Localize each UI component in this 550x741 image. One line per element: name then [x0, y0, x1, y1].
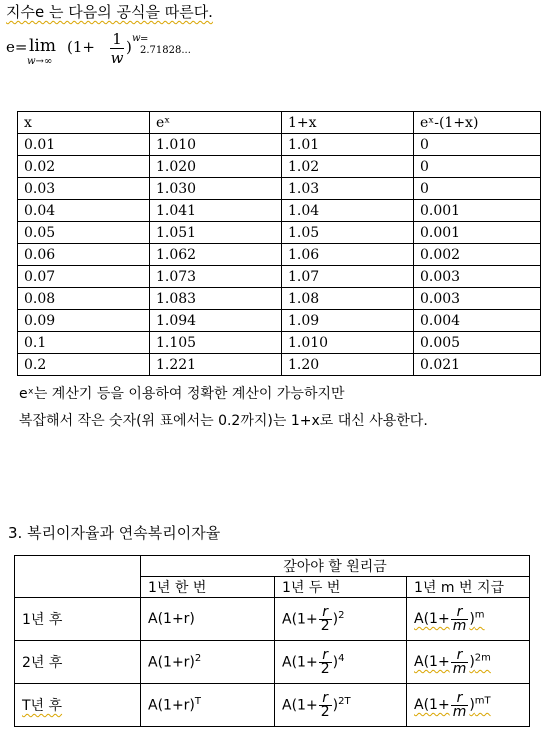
table-cell: 0.2: [18, 354, 150, 376]
fraction-denominator: 2: [320, 703, 330, 720]
row-label: 2년 후: [15, 641, 141, 684]
table-cell: 0.1: [18, 332, 150, 354]
fraction-denominator: 2: [320, 617, 330, 634]
table-cell: 1.010: [282, 332, 414, 354]
formula-prefix: A(1+: [414, 697, 450, 713]
group-header-cell: 갚아야 할 원리금: [141, 556, 530, 577]
simple-formula: [141, 641, 275, 684]
table-row: [15, 684, 530, 727]
table-row: [18, 354, 541, 376]
table-row: [18, 134, 541, 156]
table-cell: 0.003: [414, 288, 541, 310]
formula-close: ): [469, 697, 475, 713]
table-cell: 1.020: [150, 156, 282, 178]
formula-denominator: w: [110, 49, 124, 67]
formula-exponent: 4: [338, 652, 345, 664]
formula-exponent: T: [194, 696, 202, 708]
fraction-numerator: r: [319, 606, 332, 620]
fraction-denominator: m: [452, 660, 467, 677]
formula-prefix: A(1+: [414, 611, 450, 627]
formula-lim-sub: w→∞: [27, 56, 53, 67]
table-cell: 0.04: [18, 200, 150, 222]
table-row: [18, 222, 541, 244]
semi-annual-formula: [275, 641, 407, 684]
formula-value: = 2.71828...: [140, 34, 191, 56]
table-row: [18, 156, 541, 178]
table-cell: 0.05: [18, 222, 150, 244]
formula-numerator: 1: [110, 30, 124, 49]
formula-text: A(1+r): [148, 611, 195, 627]
row-label-text: T년 후: [22, 698, 63, 714]
table-cell: 0: [414, 156, 541, 178]
table-cell: 1.07: [282, 266, 414, 288]
table-row: [18, 266, 541, 288]
fraction: [319, 646, 332, 677]
semi-annual-formula: [275, 684, 407, 727]
formula-lim: lim: [29, 36, 56, 56]
note-line-1: eˣ는 계산기 등을 이용하여 정확한 계산이 가능하지만: [19, 386, 345, 402]
semi-annual-formula: [275, 598, 407, 641]
table-cell: 1.083: [150, 288, 282, 310]
table-row: [18, 244, 541, 266]
table-cell: 1.02: [282, 156, 414, 178]
fraction: [451, 603, 469, 634]
formula-exponent: m: [474, 609, 485, 621]
table-cell: 1.062: [150, 244, 282, 266]
fraction-numerator: r: [451, 692, 469, 706]
formula-exponent: 2m: [474, 652, 491, 664]
exp-comparison-table: [17, 111, 541, 376]
table-row: [15, 598, 530, 641]
simple-formula: [141, 598, 275, 641]
table-cell: 1.105: [150, 332, 282, 354]
note-line-2: 복잡해서 작은 숫자(위 표에서는 0.2까지)는 1+x로 대신 사용한다.: [19, 413, 428, 429]
table-cell: 1.06: [282, 244, 414, 266]
fraction-numerator: r: [319, 692, 332, 706]
m-times-formula: [407, 684, 530, 727]
table-row: [15, 641, 530, 684]
table-cell: 1.09: [282, 310, 414, 332]
fraction-denominator: m: [452, 617, 467, 634]
table-cell: 1.094: [150, 310, 282, 332]
table-cell: 1.01: [282, 134, 414, 156]
fraction: [451, 646, 469, 677]
header-cell: 1+x: [282, 112, 414, 134]
row-label: 1년 후: [15, 598, 141, 641]
table-row: [18, 200, 541, 222]
table-cell: 1.05: [282, 222, 414, 244]
table-cell: 0.002: [414, 244, 541, 266]
formula-lhs: e=: [6, 38, 28, 56]
formula-body: [414, 603, 485, 634]
simple-formula: [141, 684, 275, 727]
table-cell: 1.051: [150, 222, 282, 244]
header-cell: eˣ: [150, 112, 282, 134]
formula-open: (1+: [67, 38, 95, 56]
formula-text: A(1+r): [148, 654, 195, 671]
m-times-formula: [407, 598, 530, 641]
compound-interest-table: [14, 555, 530, 727]
table-cell: 0.03: [18, 178, 150, 200]
fraction: [319, 689, 332, 720]
fraction-denominator: m: [452, 703, 467, 720]
intro-line: [6, 1, 213, 22]
table-cell: 1.03: [282, 178, 414, 200]
formula-close: ): [126, 38, 132, 56]
formula-exponent: 2: [338, 609, 345, 621]
formula-exponent: 2T: [338, 695, 351, 707]
table-cell: 0.07: [18, 266, 150, 288]
table-cell: 1.010: [150, 134, 282, 156]
formula-prefix: A(1+: [282, 654, 318, 670]
table-cell: 0.004: [414, 310, 541, 332]
formula-text: A(1+r): [148, 697, 195, 714]
table-cell: 0.08: [18, 288, 150, 310]
table-cell: 0.005: [414, 332, 541, 354]
fraction: [451, 689, 469, 720]
table-cell: 0: [414, 134, 541, 156]
fraction: [319, 603, 332, 634]
fraction-numerator: r: [451, 649, 469, 663]
fraction-numerator: r: [451, 606, 469, 620]
formula-prefix: A(1+: [282, 611, 318, 627]
table-cell: 0.02: [18, 156, 150, 178]
table-cell: 1.030: [150, 178, 282, 200]
table-row: [18, 288, 541, 310]
formula-exponent: w: [132, 33, 141, 44]
row-label: [15, 684, 141, 727]
table-cell: 0: [414, 178, 541, 200]
header-cell: 1년 한 번: [141, 577, 275, 598]
formula-prefix: A(1+: [414, 654, 450, 670]
table-cell: 1.041: [150, 200, 282, 222]
table-cell: 0.001: [414, 200, 541, 222]
formula-close: ): [332, 611, 339, 627]
header-cell: x: [18, 112, 150, 134]
table-header-row: [18, 112, 541, 134]
formula-body: [414, 689, 491, 720]
fraction-numerator: r: [319, 649, 332, 663]
formula-prefix: A(1+: [282, 697, 318, 713]
formula-exponent: 2: [194, 653, 202, 665]
formula-close: ): [332, 654, 339, 670]
table-cell: 1.08: [282, 288, 414, 310]
formula-close: ): [469, 611, 475, 627]
formula-body: [414, 646, 491, 677]
table-cell: 0.003: [414, 266, 541, 288]
header-cell: eˣ-(1+x): [414, 112, 541, 134]
formula-close: ): [332, 697, 339, 713]
intro-text: 지수e 는 다음의 공식을 따른다.: [6, 3, 213, 21]
header-cell: 1년 m 번 지급: [407, 577, 530, 598]
m-times-formula: [407, 641, 530, 684]
table-cell: 1.20: [282, 354, 414, 376]
table-row: [18, 178, 541, 200]
table-cell: 0.001: [414, 222, 541, 244]
table-row: [18, 332, 541, 354]
table-cell: 1.073: [150, 266, 282, 288]
table-cell: 0.09: [18, 310, 150, 332]
group-header-row: [15, 556, 530, 577]
table-cell: 0.01: [18, 134, 150, 156]
fraction-denominator: 2: [320, 660, 330, 677]
table-row: [18, 310, 541, 332]
table-cell: 1.221: [150, 354, 282, 376]
formula-close: ): [469, 654, 475, 670]
table-cell: 0.06: [18, 244, 150, 266]
formula-exponent: mT: [474, 695, 491, 707]
table-cell: 0.021: [414, 354, 541, 376]
corner-cell: [15, 556, 141, 598]
header-cell: 1년 두 번: [275, 577, 407, 598]
table-cell: 1.04: [282, 200, 414, 222]
section-3-title: 3. 복리이자율과 연속복리이자율: [8, 524, 221, 542]
